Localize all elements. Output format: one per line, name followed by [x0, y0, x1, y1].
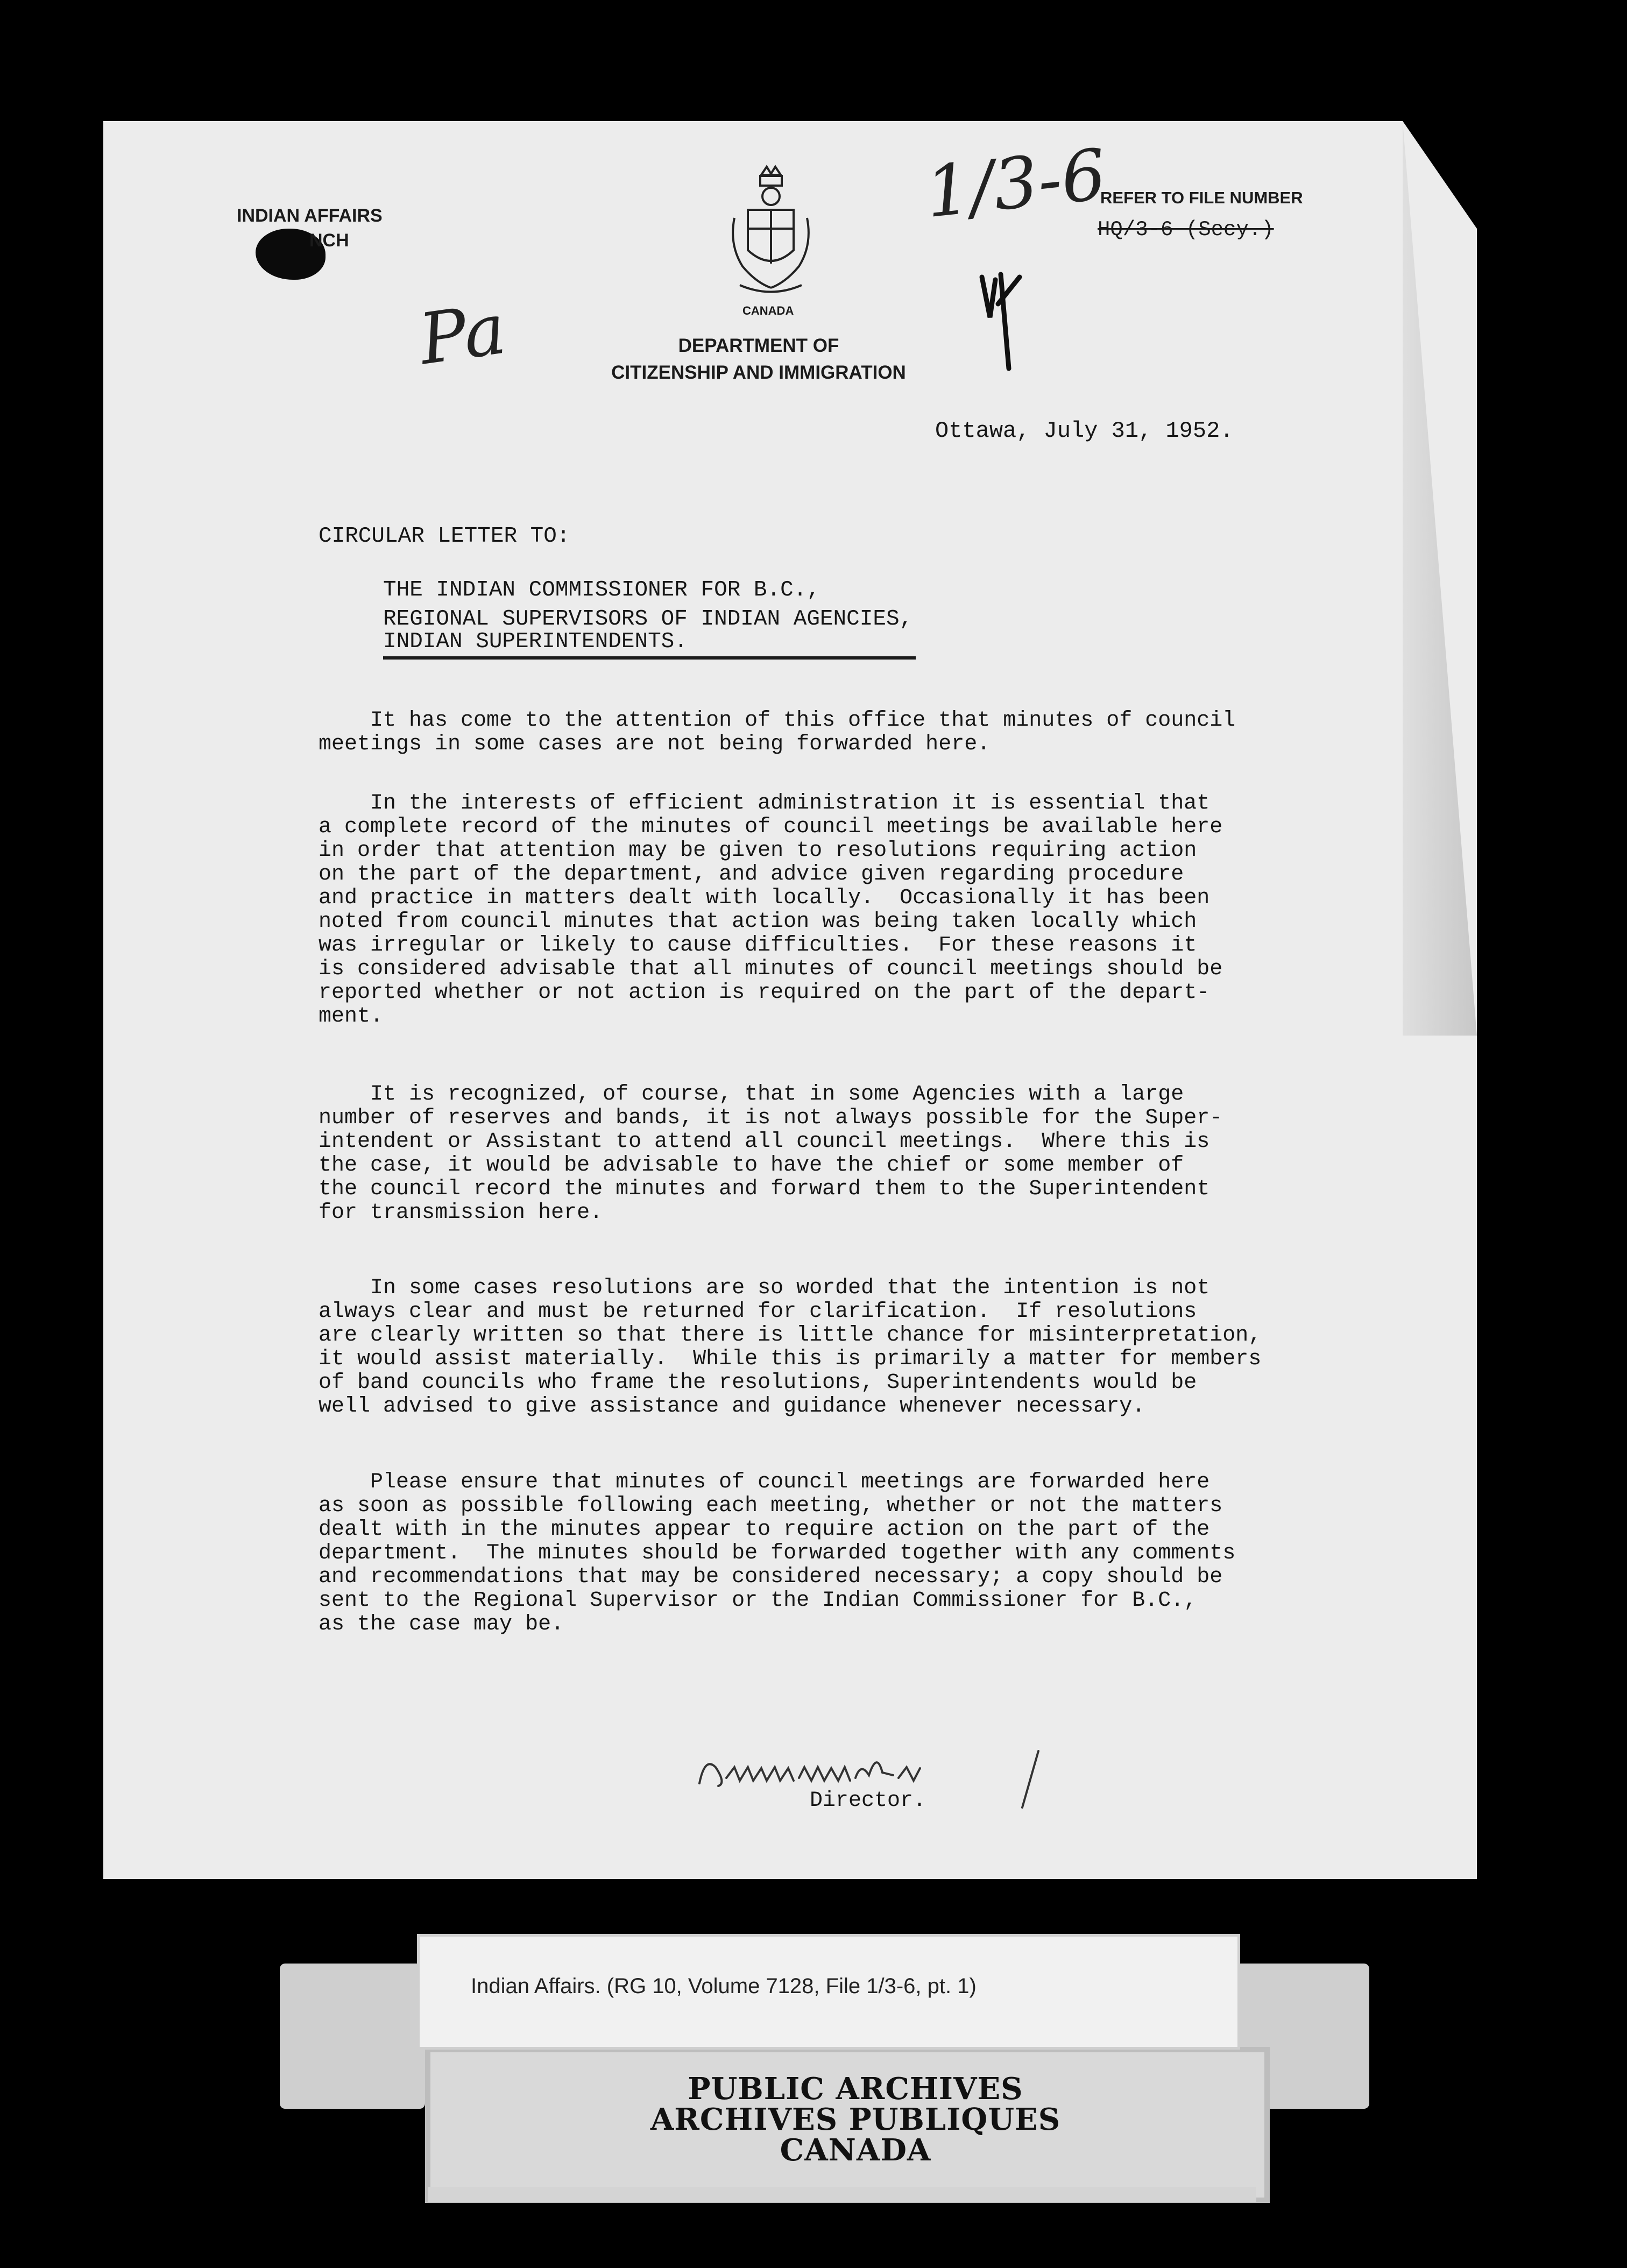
archive-stamp-line-2: ARCHIVES PUBLIQUES [650, 2102, 1061, 2137]
addressee-line-2: REGIONAL SUPERVISORS OF INDIAN AGENCIES, [383, 607, 913, 632]
paragraph-4: In some cases resolutions are so worded that the intention is not always clear and must be returned for clarification. If resolutions are clearly written so that there is little chance for misinterpretation, it would assist materially. While this is primarily a matter for members of band councils who frame the resolutions, Superintendents would be well advised to give assistance and guidance whenever necessary. [319, 1276, 1262, 1419]
department-line-1: DEPARTMENT OF [678, 335, 839, 356]
country-label: CANADA [742, 304, 794, 317]
coat-of-arms-icon [724, 164, 818, 299]
refer-label: REFER TO FILE NUMBER [1100, 188, 1303, 207]
archive-stamp-line-1: PUBLIC ARCHIVES [688, 2071, 1023, 2107]
department-line-2: CITIZENSHIP AND IMMIGRATION [611, 362, 906, 383]
archive-reference-text: Indian Affairs. (RG 10, Volume 7128, File 1/3-6, pt. 1) [471, 1974, 977, 1998]
archive-tray-left [280, 1964, 425, 2109]
handwritten-check-mark [977, 266, 1025, 374]
branch-line-1: INDIAN AFFAIRS [237, 205, 383, 226]
branch-line-2: NCH [309, 230, 349, 251]
addressee-underline [383, 656, 916, 660]
file-number: HQ/3-6 (Secy.) [1098, 218, 1274, 242]
addressee-line-1: THE INDIAN COMMISSIONER FOR B.C., [383, 578, 820, 603]
signature-title: Director. [810, 1789, 926, 1813]
paragraph-3: It is recognized, of course, that in some Agencies with a large number of reserves and bands, it is not always possible for the Super- intendent or Assistant to attend all council meetings. Where this is the case, it would be advisable to have the chief or some member of the council record the minutes and forward them to the Superintendent for transmission here. [319, 1082, 1223, 1225]
branch-name [237, 203, 383, 253]
salutation: CIRCULAR LETTER TO: [319, 524, 570, 549]
paragraph-5: Please ensure that minutes of council meetings are forwarded here as soon as possible following each meeting, whether or not the matters dealt with in the minutes appear to require action on the part of the department. The minutes should be forwarded together with any comments and recommendations that may be considered necessary; a copy should be sent to the Regional Supervisor or the Indian Commissioner for B.C., as the case may be. [319, 1470, 1236, 1636]
archive-reference-label [417, 1934, 1240, 2050]
archive-stamp-line-3: CANADA [780, 2132, 931, 2168]
addressee-line-3: INDIAN SUPERINTENDENTS. [383, 629, 688, 654]
letter-date: Ottawa, July 31, 1952. [935, 418, 1234, 444]
archive-tray-base [428, 2187, 1256, 2202]
handwritten-file-ref: 1/3-6 [921, 133, 1110, 234]
paragraph-2: In the interests of efficient administration it is essential that a complete record of the minutes of council meetings be available here in order that attention may be given to resolutions requiring action on the part of the department, and advice given regarding procedure and practice in matters dealt with locally. Occasionally it has been noted from council minutes that action was being taken locally which was irregular or likely to cause difficulties. For these reasons it is considered advisable that all minutes of council meetings should be reported whether or not action is required on the part of the depart- ment. [319, 791, 1223, 1029]
handwritten-initials: Pa [414, 287, 511, 381]
department-name [570, 332, 947, 386]
paragraph-1: It has come to the attention of this office that minutes of council meetings in some cases are not being forwarded here. [319, 708, 1236, 756]
